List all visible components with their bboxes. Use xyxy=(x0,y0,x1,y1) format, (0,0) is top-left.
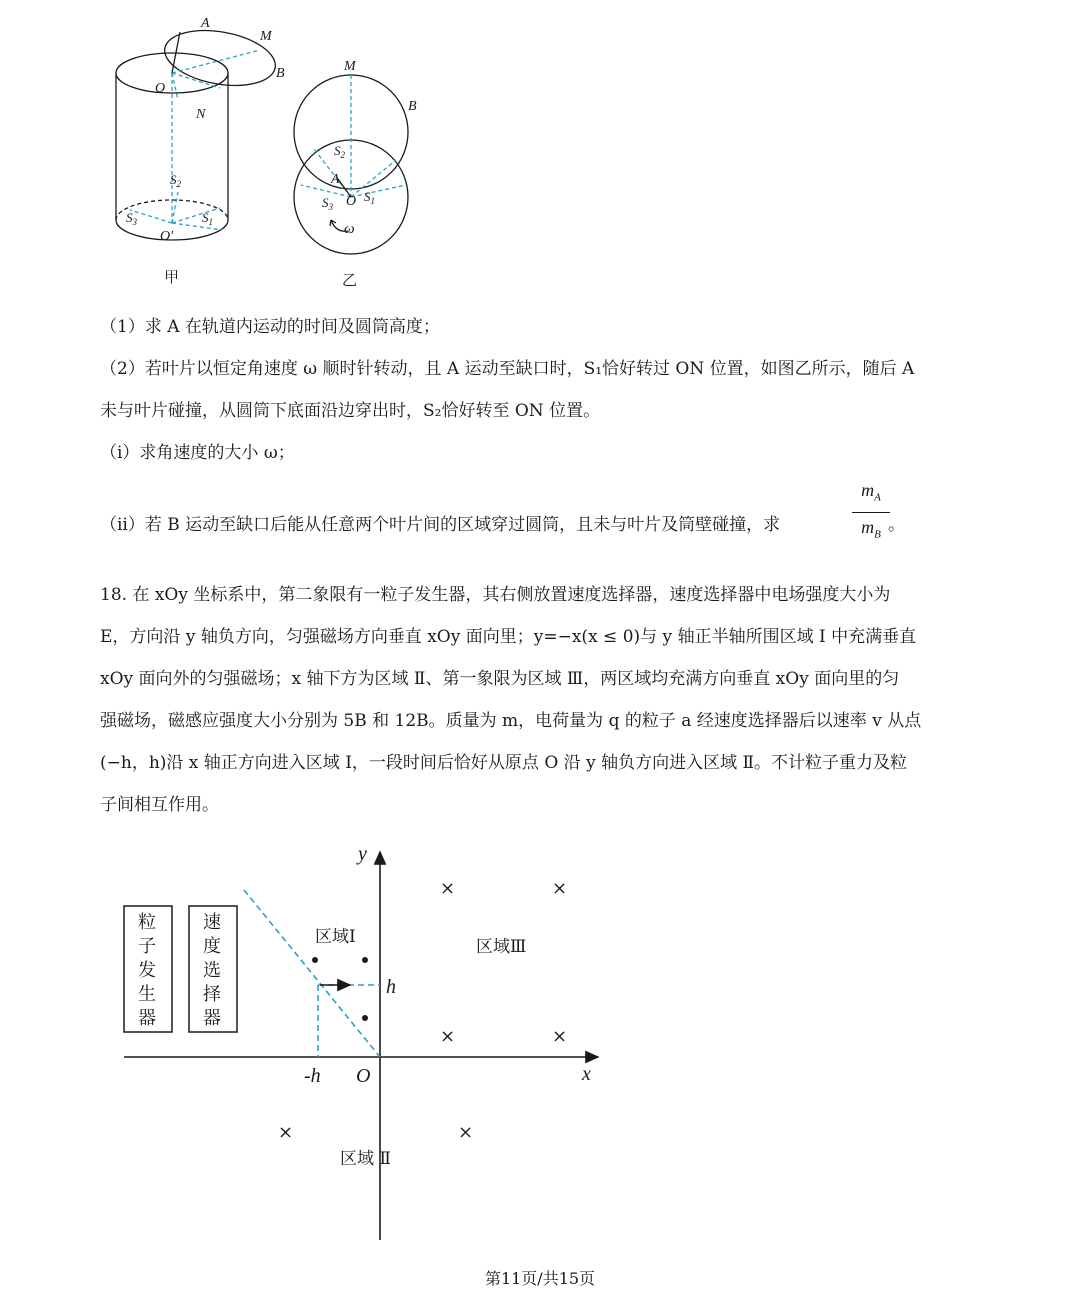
label-B: B xyxy=(408,99,417,114)
caption-yi: 乙 xyxy=(342,271,358,289)
question-2-ii-end: 。 xyxy=(888,515,905,535)
label-O: O xyxy=(155,81,166,96)
y-axis-label: y xyxy=(358,843,367,865)
question-2-line2: 未与叶片碰撞，从圆筒下底面沿边穿出时，S₂恰好转至 ON 位置。 xyxy=(100,401,601,421)
label-M: M xyxy=(344,59,356,74)
svg-text:粒: 粒 xyxy=(138,912,156,933)
problem-18-line4: 强磁场，磁感应强度大小分别为 5B 和 12B。质量为 m，电荷量为 q 的粒子 a 经速度选择器后以速率 v 从点 xyxy=(100,711,922,731)
svg-text:器: 器 xyxy=(138,1008,156,1029)
svg-text:选: 选 xyxy=(203,960,221,981)
region-1-label: 区域Ⅰ xyxy=(315,927,356,947)
mass-ratio-fraction: $m_A$ $m_B$ xyxy=(852,478,890,546)
svg-text:×: × xyxy=(552,878,568,899)
figure-yi xyxy=(286,55,426,295)
svg-text:发: 发 xyxy=(138,960,156,981)
label-S3: $S_3$ xyxy=(322,195,333,212)
question-1: （1）求 A 在轨道内运动的时间及圆筒高度； xyxy=(100,317,440,337)
problem-18-line5: (−h，h)沿 x 轴正方向进入区域 Ⅰ，一段时间后恰好从原点 O 沿 y 轴负方向进入区域 Ⅱ。不计粒子重力及粒 xyxy=(100,753,908,773)
label-omega: ω xyxy=(344,221,355,237)
question-2-line1: （2）若叶片以恒定角速度 ω 顺时针转动，且 A 运动至缺口时，S₁恰好转过 ON 位置，如图乙所示，随后 A xyxy=(100,359,915,379)
page-footer: 第11页/共15页 xyxy=(484,1269,596,1288)
origin-label: O xyxy=(356,1065,371,1087)
svg-text:子: 子 xyxy=(138,936,156,957)
label-O-prime: O′ xyxy=(160,229,174,244)
boundary-line xyxy=(244,890,380,1057)
question-2-i: （i）求角速度的大小 ω； xyxy=(100,443,295,463)
label-N: N xyxy=(196,107,206,122)
svg-text:度: 度 xyxy=(203,936,221,957)
svg-text:×: × xyxy=(458,1122,474,1143)
label-A: A xyxy=(201,16,210,31)
label-S1: $S_1$ xyxy=(202,210,213,227)
x-axis-label: x xyxy=(582,1063,591,1085)
svg-text:生: 生 xyxy=(138,984,156,1005)
svg-text:×: × xyxy=(440,878,456,899)
label-M: M xyxy=(260,29,272,44)
question-2-ii: （ii）若 B 运动至缺口后能从任意两个叶片间的区域穿过圆筒，且未与叶片及筒壁碰撞，求 xyxy=(100,515,781,535)
figure-jia xyxy=(100,10,300,295)
svg-text:器: 器 xyxy=(203,1008,221,1029)
problem-18-line3: xOy 面向外的匀强磁场；x 轴下方为区域 Ⅱ、第一象限为区域 Ⅲ，两区域均充满方向垂直 xOy 面向里的匀 xyxy=(100,669,900,689)
problem-18-line1: 18. 在 xOy 坐标系中，第二象限有一粒子发生器，其右侧放置速度选择器，速度选择器中电场强度大小为 xyxy=(100,585,891,605)
label-B: B xyxy=(276,66,285,81)
h-label: h xyxy=(386,976,396,998)
label-S3: $S_3$ xyxy=(126,210,137,227)
svg-text:×: × xyxy=(278,1122,294,1143)
problem-18-line2: E，方向沿 y 轴负方向，匀强磁场方向垂直 xOy 面向里；y=−x(x ≤ 0)与 y 轴正半轴所围区域 Ⅰ 中充满垂直 xyxy=(100,627,917,647)
region-3-label: 区域Ⅲ xyxy=(476,937,527,957)
svg-text:×: × xyxy=(552,1026,568,1047)
figure-coordinate-system xyxy=(110,840,610,1245)
caption-jia: 甲 xyxy=(164,268,180,286)
label-S1: $S_1$ xyxy=(364,189,375,206)
problem-18-line6: 子间相互作用。 xyxy=(100,795,219,815)
neg-h-label: -h xyxy=(304,1065,321,1087)
label-S2: $S_2$ xyxy=(170,172,181,189)
label-O: O xyxy=(346,194,357,209)
svg-text:×: × xyxy=(440,1026,456,1047)
svg-text:择: 择 xyxy=(203,984,221,1005)
svg-text:速: 速 xyxy=(203,912,221,933)
region-2-label: 区域 Ⅱ xyxy=(340,1149,391,1169)
label-S2: $S_2$ xyxy=(334,143,345,160)
label-A: A xyxy=(331,172,340,187)
